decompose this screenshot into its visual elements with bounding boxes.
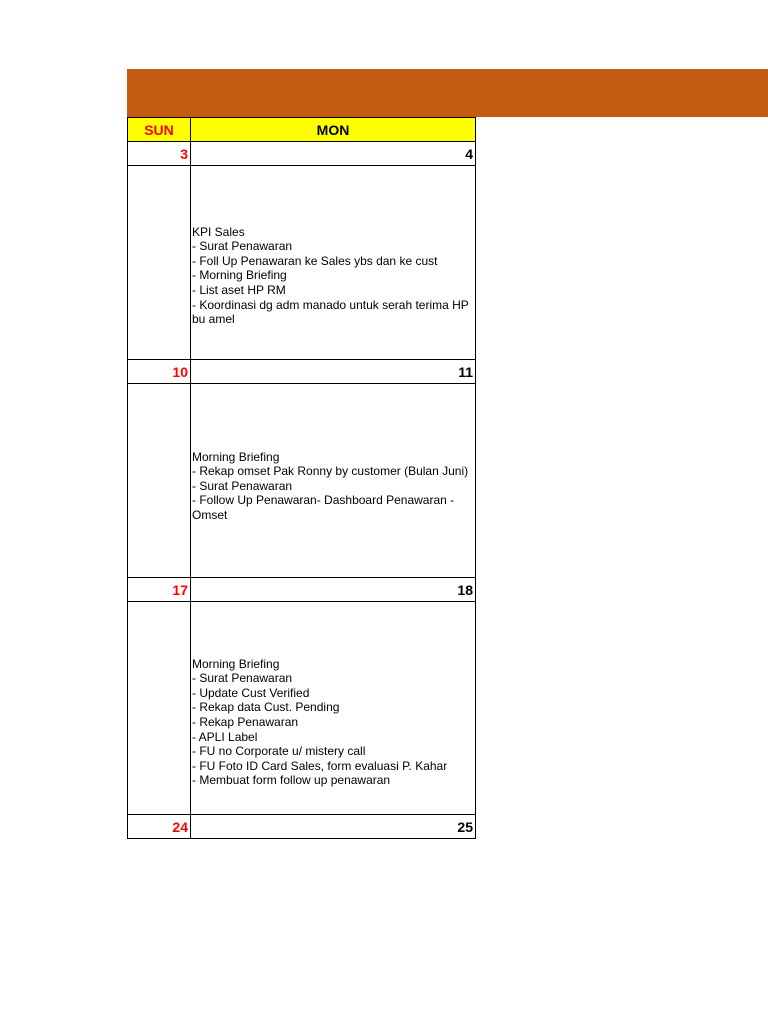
monday-notes-cell[interactable] [191, 602, 476, 815]
sunday-date[interactable]: 24 [128, 815, 191, 839]
monday-date[interactable]: 4 [191, 142, 476, 166]
monday-notes-cell[interactable] [191, 384, 476, 578]
monday-notes-text: Morning Briefing - Rekap omset Pak Ronny by customer (Bulan Juni) - Surat Penawaran - Follow Up Penawaran- Dashboard Penawaran - Omset [192, 449, 469, 522]
notes-row [128, 166, 476, 360]
date-row [128, 360, 476, 384]
weekday-mon: MON [191, 118, 476, 142]
monday-date[interactable]: 18 [191, 578, 476, 602]
date-row [128, 815, 476, 839]
date-row [128, 578, 476, 602]
weekday-sun: SUN [128, 118, 191, 142]
sunday-notes-cell[interactable] [128, 166, 191, 360]
monday-notes-text: Morning Briefing - Surat Penawaran - Update Cust Verified - Rekap data Cust. Pending - Rekap Penawaran - APLI Label - FU no Corporate u/ mistery call - FU Foto ID Card Sales, form evaluasi P. Kahar - Membuat form follow up penawaran [192, 656, 448, 788]
calendar-banner [127, 69, 768, 117]
notes-row [128, 602, 476, 815]
sunday-date[interactable]: 10 [128, 360, 191, 384]
monday-date[interactable]: 25 [191, 815, 476, 839]
monday-notes-cell[interactable] [191, 166, 476, 360]
date-row [128, 142, 476, 166]
sunday-date[interactable]: 17 [128, 578, 191, 602]
weekday-header-row [128, 118, 476, 142]
calendar-grid [127, 117, 476, 839]
sunday-notes-cell[interactable] [128, 384, 191, 578]
notes-row [128, 384, 476, 578]
sunday-date[interactable]: 3 [128, 142, 191, 166]
monday-date[interactable]: 11 [191, 360, 476, 384]
sunday-notes-cell[interactable] [128, 602, 191, 815]
monday-notes-text: KPI Sales - Surat Penawaran - Foll Up Penawaran ke Sales ybs dan ke cust - Morning Briefing - List aset HP RM - Koordinasi dg adm manado untuk serah terima HP bu amel [192, 224, 469, 327]
